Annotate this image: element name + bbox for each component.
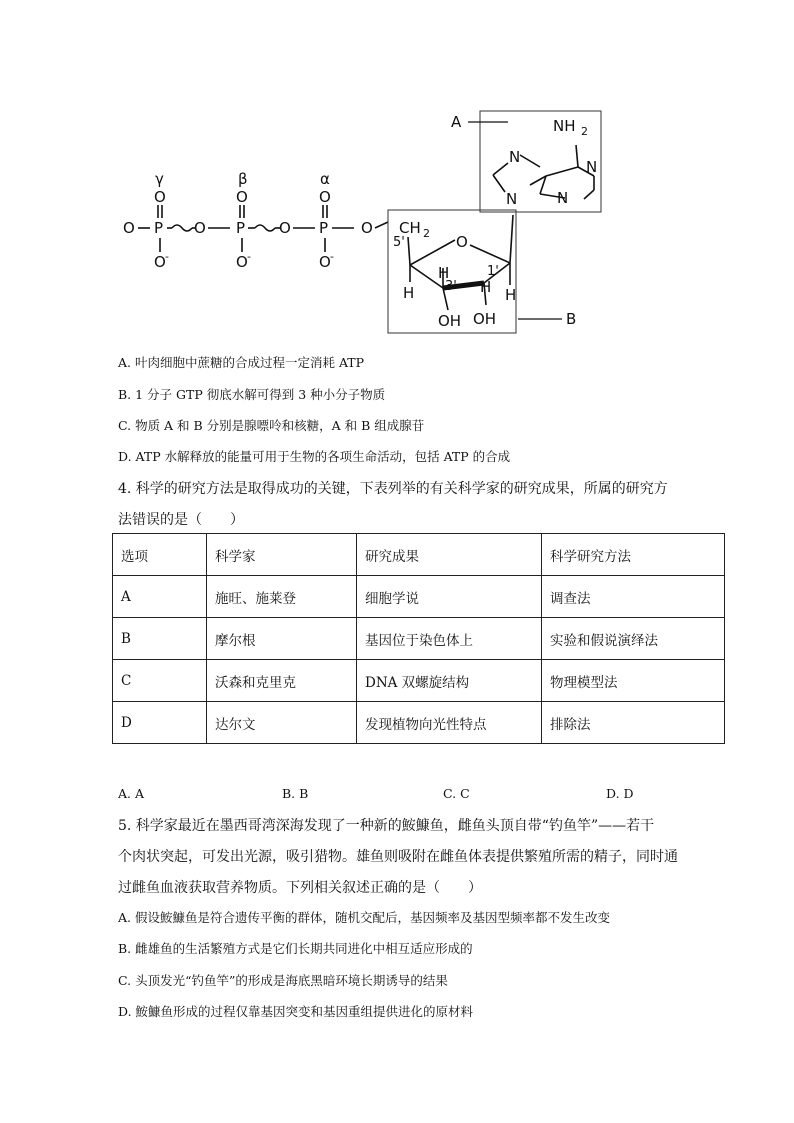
h-atom: H: [480, 278, 492, 296]
q4-choice-b: B. B: [282, 786, 309, 801]
q5-stem-line3: 过雌鱼血液获取营养物质。下列相关叙述正确的是（ ）: [118, 880, 482, 896]
q3-option-c: C. 物质 A 和 B 分别是腺嘌呤和核糖，A 和 B 组成腺苷: [118, 418, 425, 433]
atom-o: O: [319, 188, 331, 206]
table-cell: 达尔文: [207, 702, 357, 744]
q5-stem-line2: 个肉状突起，可发出光源，吸引猎物。雄鱼则吸附在雌鱼体表提供繁殖所需的精子，同时通: [118, 849, 678, 865]
q5-option-c: C. 头顶发光“钓鱼竿”的形成是海底黑暗环境长期诱导的结果: [118, 973, 448, 988]
q5-stem-line1: 5. 科学家最近在墨西哥湾深海发现了一种新的鮟鱇鱼，雌鱼头顶自带“钓鱼竿”——若干: [118, 818, 655, 834]
q4-choice-d: D. D: [606, 786, 634, 801]
q5-option-d: D. 鮟鱇鱼形成的过程仅靠基因突变和基因重组提供进化的原材料: [118, 1004, 474, 1019]
q5-option-a: A. 假设鮟鱇鱼是符合遗传平衡的群体，随机交配后，基因频率及基因型频率都不发生改变: [118, 910, 610, 925]
five-prime-label: 5': [393, 235, 405, 250]
table-row: [113, 618, 725, 660]
gtp-structure-svg: [110, 100, 610, 340]
minus-sign: -: [247, 250, 251, 263]
atom-o: O: [194, 219, 206, 237]
table-cell: 物理模型法: [542, 660, 725, 702]
atom-o: O: [279, 219, 291, 237]
atom-o-minus: O: [319, 253, 331, 271]
table-header-cell: 选项: [113, 534, 207, 576]
table-cell: 实验和假说演绎法: [542, 618, 725, 660]
h-atom: H: [403, 284, 415, 302]
atom-o: O: [123, 219, 135, 237]
gamma-label: γ: [155, 170, 164, 188]
minus-sign: -: [330, 250, 334, 263]
one-prime-label: 1': [487, 264, 499, 279]
three-prime-label: 3': [445, 279, 457, 294]
table-cell: 排除法: [542, 702, 725, 744]
table-cell: DNA 双螺旋结构: [357, 660, 542, 702]
table-cell: 基因位于染色体上: [357, 618, 542, 660]
atom-o: O: [154, 188, 166, 206]
nh2-subscript: 2: [581, 125, 588, 138]
q4-table: [112, 533, 725, 744]
table-row: [113, 576, 725, 618]
q3-option-a: A. 叶肉细胞中蔗糖的合成过程一定消耗 ATP: [118, 355, 365, 370]
table-cell: 施旺、施莱登: [207, 576, 357, 618]
q4-stem-line2: 法错误的是（ ）: [118, 512, 244, 528]
h-atom: H: [438, 264, 450, 282]
atom-o-minus: O: [236, 253, 248, 271]
q4-choice-c: C. C: [443, 786, 470, 801]
table-cell: 沃森和克里克: [207, 660, 357, 702]
q5-option-b: B. 雌雄鱼的生活繁殖方式是它们长期共同进化中相互适应形成的: [118, 941, 473, 956]
q4-stem-line1: 4. 科学的研究方法是取得成功的关键，下表列举的有关科学家的研究成果，所属的研究方: [118, 481, 668, 497]
table-row: [113, 660, 725, 702]
label-a: A: [451, 113, 462, 131]
q3-option-b: B. 1 分子 GTP 彻底水解可得到 3 种小分子物质: [118, 387, 386, 402]
label-b: B: [566, 310, 577, 328]
table-cell: C: [113, 660, 207, 702]
n-atom: N: [557, 189, 569, 207]
beta-label: β: [238, 170, 248, 188]
h-atom: H: [505, 286, 517, 304]
n-atom: N: [586, 158, 598, 176]
table-header-cell: 研究成果: [357, 534, 542, 576]
q4-choice-a: A. A: [118, 786, 145, 801]
atom-p-gamma: P: [154, 219, 164, 237]
table-row: [113, 702, 725, 744]
nh2-group: NH: [553, 117, 576, 135]
atom-o-minus: O: [154, 253, 166, 271]
table-cell: 摩尔根: [207, 618, 357, 660]
gtp-structure-diagram: [110, 100, 610, 340]
atom-p-alpha: P: [319, 219, 329, 237]
table-cell: D: [113, 702, 207, 744]
oh-group: OH: [473, 310, 497, 328]
ch2-subscript: 2: [423, 227, 430, 240]
n-atom: N: [506, 190, 518, 208]
atom-p-beta: P: [236, 219, 246, 237]
n-atom: N: [509, 148, 521, 166]
table-header-cell: 科学家: [207, 534, 357, 576]
atom-o: O: [361, 219, 373, 237]
minus-sign: -: [165, 250, 169, 263]
ch2-group: CH: [399, 219, 421, 237]
table-cell: B: [113, 618, 207, 660]
atom-o: O: [236, 188, 248, 206]
table-header-row: [113, 534, 725, 576]
table-header-cell: 科学研究方法: [542, 534, 725, 576]
table-cell: 细胞学说: [357, 576, 542, 618]
oh-group: OH: [438, 312, 462, 330]
q3-option-d: D. ATP 水解释放的能量可用于生物的各项生命活动，包括 ATP 的合成: [118, 449, 511, 464]
table-cell: 发现植物向光性特点: [357, 702, 542, 744]
table-cell: A: [113, 576, 207, 618]
table-cell: 调查法: [542, 576, 725, 618]
ring-oxygen: O: [456, 233, 468, 251]
alpha-label: α: [320, 170, 330, 188]
